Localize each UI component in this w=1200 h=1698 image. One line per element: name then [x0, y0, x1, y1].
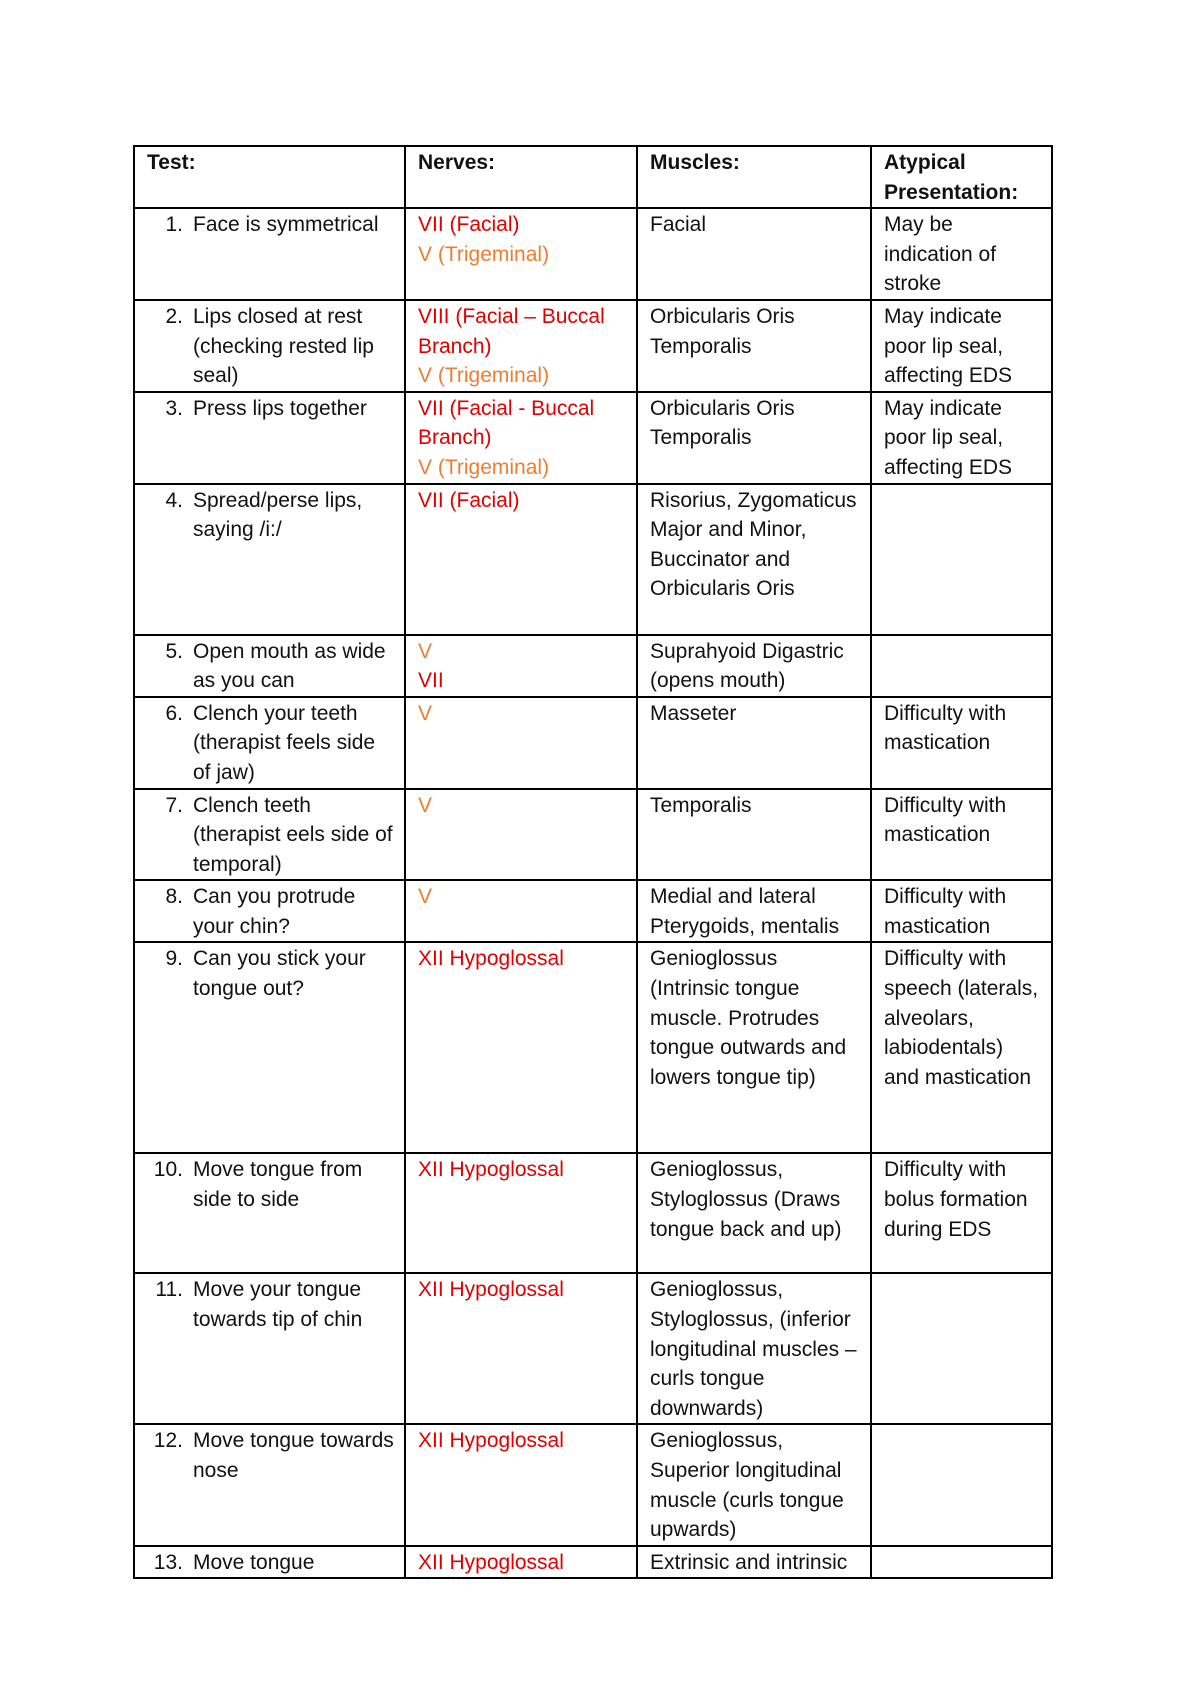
nerves-cell: [405, 1153, 637, 1273]
test-number: 13.: [153, 1550, 183, 1574]
test-item: [147, 637, 396, 696]
nerve-label: XII Hypoglossal: [418, 1550, 564, 1574]
table-row: [134, 1153, 1052, 1273]
nerves-cell: [405, 880, 637, 942]
atypical-presentation-cell: [871, 484, 1052, 635]
test-cell: [134, 1153, 405, 1273]
test-text: Lips closed at rest (checking rested lip seal): [193, 304, 374, 388]
test-cell: [134, 635, 405, 697]
table-row: [134, 1273, 1052, 1424]
muscles-cell: Temporalis: [637, 789, 871, 881]
test-text: Move tongue from side to side: [193, 1158, 363, 1212]
muscles-cell: Suprahyoid Digastric (opens mouth): [637, 635, 871, 697]
test-item: [147, 882, 396, 941]
test-item: [147, 699, 396, 788]
nerves-cell: [405, 208, 637, 300]
nerves-cell: [405, 484, 637, 635]
table-row: [134, 208, 1052, 300]
nerves-cell: [405, 392, 637, 484]
test-number: 11.: [155, 1278, 183, 1302]
muscles-cell: Masseter: [637, 697, 871, 789]
nerve-label: XII Hypoglossal: [418, 1429, 564, 1453]
test-item: [147, 1548, 396, 1578]
muscles-cell: Orbicularis Oris Temporalis: [637, 300, 871, 392]
nerve-label: V: [418, 793, 433, 817]
test-cell: [134, 880, 405, 942]
test-text: Clench your teeth (therapist feels side of jaw): [193, 701, 376, 784]
test-number: 6.: [165, 701, 183, 725]
muscles-cell: Orbicularis Oris Temporalis: [637, 392, 871, 484]
test-cell: [134, 1273, 405, 1424]
test-text: Move tongue towards nose: [193, 1429, 394, 1483]
nerve-label: VII (Facial): [418, 488, 520, 512]
muscles-cell: Risorius, Zygomaticus Major and Minor, Buccinator and Orbicularis Oris: [637, 484, 871, 635]
table-row: [134, 635, 1052, 697]
test-number: 7.: [165, 793, 183, 817]
test-text: Clench teeth (therapist eels side of temporal): [193, 793, 393, 876]
test-item: [147, 944, 396, 1003]
cranial-nerve-assessment-table: [133, 145, 1053, 1579]
atypical-presentation-cell: Difficulty with mastication: [871, 880, 1052, 942]
test-number: 12.: [153, 1429, 183, 1453]
test-cell: [134, 1424, 405, 1545]
header-atypical-presentation: Atypical Presentation:: [871, 146, 1052, 208]
test-text: Spread/perse lips, saying /i:/: [193, 488, 363, 542]
test-text: Press lips together: [193, 396, 367, 420]
test-item: [147, 210, 396, 240]
muscles-cell: Genioglossus, Styloglossus (Draws tongue back and up): [637, 1153, 871, 1273]
test-text: Can you protrude your chin?: [193, 885, 356, 938]
muscles-cell: Medial and lateral Pterygoids, mentalis: [637, 880, 871, 942]
test-item: [147, 302, 396, 391]
test-number: 8.: [165, 885, 183, 909]
test-item: [147, 1426, 396, 1485]
test-cell: [134, 1546, 405, 1579]
atypical-presentation-cell: [871, 635, 1052, 697]
nerve-label: VII (Facial - Buccal Branch): [418, 396, 595, 450]
test-cell: [134, 208, 405, 300]
test-text: Can you stick your tongue out?: [193, 947, 366, 1001]
test-item: [147, 1275, 396, 1334]
table-body: [134, 208, 1052, 1578]
test-cell: [134, 300, 405, 392]
test-item: [147, 486, 396, 545]
nerves-cell: [405, 697, 637, 789]
nerves-cell: [405, 942, 637, 1153]
nerve-label: V: [418, 885, 433, 909]
table-row: [134, 300, 1052, 392]
header-test: Test:: [134, 146, 405, 208]
test-cell: [134, 697, 405, 789]
test-item: [147, 791, 396, 880]
muscles-cell: Genioglossus, Styloglossus, (inferior longitudinal muscles – curls tongue downwards): [637, 1273, 871, 1424]
nerve-label: V (Trigeminal): [418, 242, 550, 266]
nerve-label: V: [418, 701, 433, 725]
nerve-label: V (Trigeminal): [418, 364, 550, 388]
muscles-cell: Genioglossus, Superior longitudinal muscle (curls tongue upwards): [637, 1424, 871, 1545]
atypical-presentation-cell: Difficulty with bolus formation during EDS: [871, 1153, 1052, 1273]
table-row: [134, 942, 1052, 1153]
nerves-cell: [405, 635, 637, 697]
test-item: [147, 1155, 396, 1214]
nerve-label: XII Hypoglossal: [418, 1278, 564, 1302]
nerve-label: VII (Facial): [418, 213, 520, 237]
test-text: Open mouth as wide as you can: [193, 639, 386, 693]
table-row: [134, 1546, 1052, 1579]
test-number: 10.: [153, 1158, 183, 1182]
test-number: 3.: [165, 396, 183, 420]
muscles-cell: Extrinsic and intrinsic: [637, 1546, 871, 1579]
atypical-presentation-cell: [871, 1546, 1052, 1579]
table-row: [134, 697, 1052, 789]
atypical-presentation-cell: [871, 1424, 1052, 1545]
test-number: 2.: [165, 304, 183, 328]
atypical-presentation-cell: Difficulty with mastication: [871, 789, 1052, 881]
test-text: Face is symmetrical: [193, 213, 379, 237]
test-number: 4.: [165, 488, 183, 512]
table-row: [134, 484, 1052, 635]
atypical-presentation-cell: May indicate poor lip seal, affecting EDS: [871, 392, 1052, 484]
muscles-cell: Genioglossus (Intrinsic tongue muscle. Protrudes tongue outwards and lowers tongue tip): [637, 942, 871, 1153]
atypical-presentation-cell: May indicate poor lip seal, affecting EDS: [871, 300, 1052, 392]
nerve-label: XII Hypoglossal: [418, 1158, 564, 1182]
test-number: 1.: [165, 213, 183, 237]
nerve-label: V: [418, 639, 433, 663]
atypical-presentation-cell: [871, 1273, 1052, 1424]
atypical-presentation-cell: Difficulty with mastication: [871, 697, 1052, 789]
test-item: [147, 394, 396, 424]
atypical-presentation-cell: Difficulty with speech (laterals, alveolars, labiodentals) and mastication: [871, 942, 1052, 1153]
table-row: [134, 880, 1052, 942]
nerves-cell: [405, 1424, 637, 1545]
test-cell: [134, 392, 405, 484]
table-row: [134, 392, 1052, 484]
nerves-cell: [405, 1546, 637, 1579]
test-text: Move your tongue towards tip of chin: [193, 1278, 363, 1332]
test-cell: [134, 942, 405, 1153]
test-number: 5.: [165, 639, 183, 663]
table-row: [134, 789, 1052, 881]
test-text: Move tongue: [193, 1550, 315, 1574]
table-header-row: [134, 146, 1052, 208]
nerve-label: VIII (Facial – Buccal Branch): [418, 304, 605, 358]
nerve-label: XII Hypoglossal: [418, 947, 564, 971]
header-muscles: Muscles:: [637, 146, 871, 208]
test-cell: [134, 484, 405, 635]
nerve-label: V (Trigeminal): [418, 455, 550, 479]
nerves-cell: [405, 1273, 637, 1424]
nerves-cell: [405, 300, 637, 392]
test-cell: [134, 789, 405, 881]
nerves-cell: [405, 789, 637, 881]
atypical-presentation-cell: May be indication of stroke: [871, 208, 1052, 300]
test-number: 9.: [165, 947, 183, 971]
nerve-label: VII: [418, 669, 444, 693]
muscles-cell: Facial: [637, 208, 871, 300]
header-nerves: Nerves:: [405, 146, 637, 208]
table-row: [134, 1424, 1052, 1545]
